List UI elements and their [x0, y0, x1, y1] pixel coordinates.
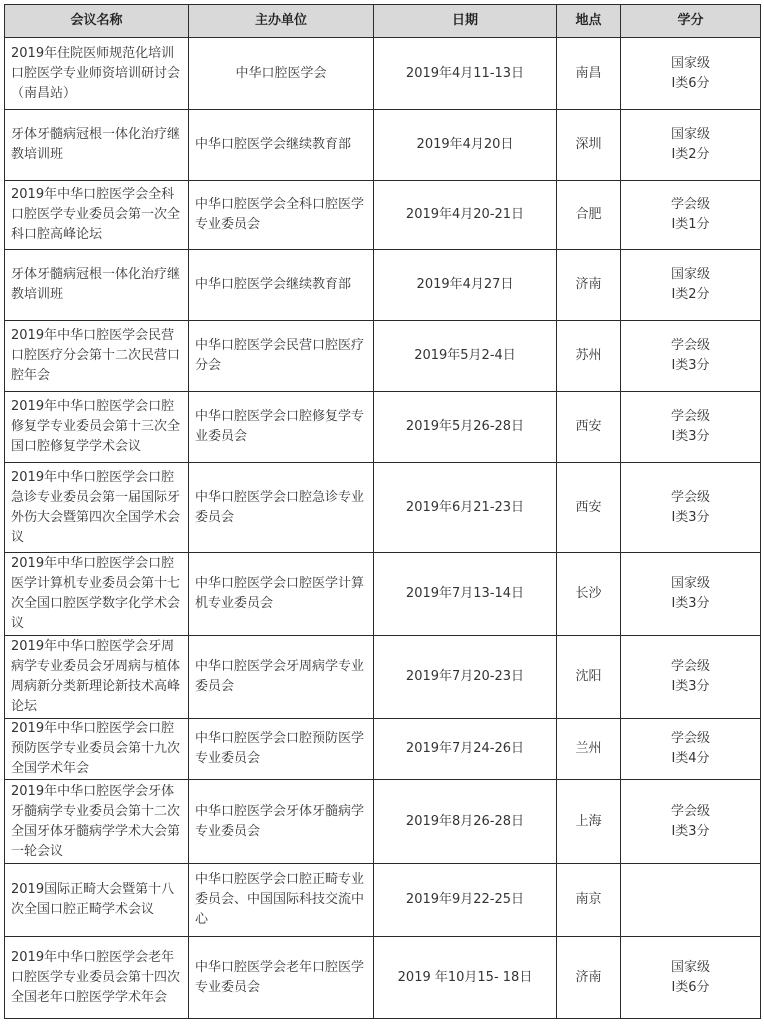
- table-row: [5, 181, 761, 250]
- cell-place: 西安: [557, 463, 621, 553]
- cell-org: 中华口腔医学会口腔预防医学专业委员会: [189, 719, 374, 780]
- credit-value: I类3分: [671, 679, 710, 694]
- cell-place: 苏州: [557, 321, 621, 392]
- cell-org: 中华口腔医学会继续教育部: [189, 250, 374, 321]
- cell-date: 2019年9月22-25日: [374, 864, 557, 937]
- cell-date: 2019年5月2-4日: [374, 321, 557, 392]
- cell-credit: [621, 864, 761, 937]
- cell-name: 2019年中华口腔医学会口腔修复学专业委员会第十三次全国口腔修复学学术会议: [5, 392, 189, 463]
- cell-credit: [621, 250, 761, 321]
- cell-org: 中华口腔医学会民营口腔医疗分会: [189, 321, 374, 392]
- cell-date: 2019年4月11-13日: [374, 38, 557, 110]
- credit-level: 学会级: [670, 659, 710, 674]
- table-row: [5, 864, 761, 937]
- cell-place: 南昌: [557, 38, 621, 110]
- credit-value: I类3分: [671, 429, 710, 444]
- credit-value: I类2分: [671, 287, 710, 302]
- credit-level: 学会级: [670, 731, 710, 746]
- cell-date: 2019 年10月15- 18日: [374, 937, 557, 1019]
- cell-credit: [621, 321, 761, 392]
- credit-value: I类2分: [671, 147, 710, 162]
- cell-name: 2019年中华口腔医学会老年口腔医学专业委员会第十四次全国老年口腔医学学术年会: [5, 937, 189, 1019]
- cell-name: 牙体牙髓病冠根一体化治疗继教培训班: [5, 250, 189, 321]
- cell-name: 2019年中华口腔医学会民营口腔医疗分会第十二次民营口腔年会: [5, 321, 189, 392]
- cell-name: 2019年中华口腔医学会口腔医学计算机专业委员会第十七次全国口腔医学数字化学术会议: [5, 553, 189, 636]
- cell-place: 沈阳: [557, 636, 621, 719]
- credit-level: 国家级: [670, 127, 710, 142]
- cell-org: 中华口腔医学会牙体牙髓病学专业委员会: [189, 780, 374, 864]
- table-row: [5, 553, 761, 636]
- cell-name: 2019年中华口腔医学会口腔急诊专业委员会第一届国际牙外伤大会暨第四次全国学术会议: [5, 463, 189, 553]
- header-name: 会议名称: [5, 5, 189, 38]
- cell-org: 中华口腔医学会: [189, 38, 374, 110]
- table-row: [5, 250, 761, 321]
- cell-date: 2019年7月24-26日: [374, 719, 557, 780]
- credit-level: 学会级: [670, 803, 710, 819]
- cell-place: 济南: [557, 937, 621, 1019]
- cell-credit: [621, 110, 761, 181]
- cell-org: 中华口腔医学会继续教育部: [189, 110, 374, 181]
- table-row: [5, 937, 761, 1019]
- credit-value: I类3分: [671, 823, 710, 839]
- credit-value: I类6分: [671, 979, 710, 995]
- table-row: [5, 392, 761, 463]
- cell-place: 西安: [557, 392, 621, 463]
- cell-credit: [621, 553, 761, 636]
- credit-value: I类4分: [671, 751, 710, 766]
- header-date: 日期: [374, 5, 557, 38]
- conference-table: [4, 4, 761, 1019]
- table-row: [5, 719, 761, 780]
- credit-level: 国家级: [670, 267, 710, 282]
- cell-date: 2019年4月27日: [374, 250, 557, 321]
- table-row: [5, 321, 761, 392]
- credit-level: 学会级: [670, 197, 710, 212]
- cell-name: 2019年中华口腔医学会牙体牙髓病学专业委员会第十二次全国牙体牙髓病学学术大会第一轮会议: [5, 780, 189, 864]
- cell-date: 2019年5月26-28日: [374, 392, 557, 463]
- cell-place: 合肥: [557, 181, 621, 250]
- cell-date: 2019年4月20日: [374, 110, 557, 181]
- table-body: [5, 38, 761, 1019]
- cell-credit: [621, 181, 761, 250]
- cell-date: 2019年4月20-21日: [374, 181, 557, 250]
- header-place: 地点: [557, 5, 621, 38]
- cell-credit: [621, 780, 761, 864]
- header-org: 主办单位: [189, 5, 374, 38]
- credit-value: I类3分: [671, 358, 710, 373]
- cell-place: 深圳: [557, 110, 621, 181]
- table-row: [5, 38, 761, 110]
- credit-level: 学会级: [670, 338, 710, 353]
- cell-org: 中华口腔医学会口腔医学计算机专业委员会: [189, 553, 374, 636]
- cell-name: 2019年中华口腔医学会口腔预防医学专业委员会第十九次全国学术年会: [5, 719, 189, 780]
- table-row: [5, 110, 761, 181]
- cell-place: 长沙: [557, 553, 621, 636]
- cell-name: 牙体牙髓病冠根一体化治疗继教培训班: [5, 110, 189, 181]
- cell-place: 济南: [557, 250, 621, 321]
- cell-credit: [621, 38, 761, 110]
- cell-org: 中华口腔医学会牙周病学专业委员会: [189, 636, 374, 719]
- cell-org: 中华口腔医学会口腔急诊专业委员会: [189, 463, 374, 553]
- cell-date: 2019年8月26-28日: [374, 780, 557, 864]
- cell-name: 2019年住院医师规范化培训口腔医学专业师资培训研讨会（南昌站）: [5, 38, 189, 110]
- credit-level: 国家级: [670, 55, 710, 71]
- cell-date: 2019年6月21-23日: [374, 463, 557, 553]
- cell-org: 中华口腔医学会老年口腔医学专业委员会: [189, 937, 374, 1019]
- header-row: [5, 5, 761, 38]
- table-row: [5, 636, 761, 719]
- cell-place: 南京: [557, 864, 621, 937]
- table-header: [5, 5, 761, 38]
- cell-org: 中华口腔医学会口腔正畸专业委员会、中国国际科技交流中心: [189, 864, 374, 937]
- cell-name: 2019国际正畸大会暨第十八次全国口腔正畸学术会议: [5, 864, 189, 937]
- cell-place: 上海: [557, 780, 621, 864]
- credit-value: I类1分: [671, 217, 710, 232]
- table-row: [5, 463, 761, 553]
- cell-place: 兰州: [557, 719, 621, 780]
- cell-date: 2019年7月20-23日: [374, 636, 557, 719]
- credit-value: I类3分: [671, 509, 710, 525]
- cell-credit: [621, 463, 761, 553]
- credit-level: 学会级: [670, 489, 710, 505]
- credit-level: 学会级: [670, 409, 710, 424]
- cell-date: 2019年7月13-14日: [374, 553, 557, 636]
- cell-credit: [621, 937, 761, 1019]
- credit-level: 国家级: [670, 576, 710, 591]
- header-credit: 学分: [621, 5, 761, 38]
- cell-credit: [621, 636, 761, 719]
- table-row: [5, 780, 761, 864]
- cell-name: 2019年中华口腔医学会全科口腔医学专业委员会第一次全科口腔高峰论坛: [5, 181, 189, 250]
- cell-org: 中华口腔医学会全科口腔医学专业委员会: [189, 181, 374, 250]
- credit-value: I类6分: [671, 75, 710, 91]
- credit-value: I类3分: [671, 596, 710, 611]
- cell-credit: [621, 392, 761, 463]
- cell-name: 2019年中华口腔医学会牙周病学专业委员会牙周病与植体周病新分类新理论新技术高峰论坛: [5, 636, 189, 719]
- cell-org: 中华口腔医学会口腔修复学专业委员会: [189, 392, 374, 463]
- cell-credit: [621, 719, 761, 780]
- credit-level: 国家级: [670, 959, 710, 975]
